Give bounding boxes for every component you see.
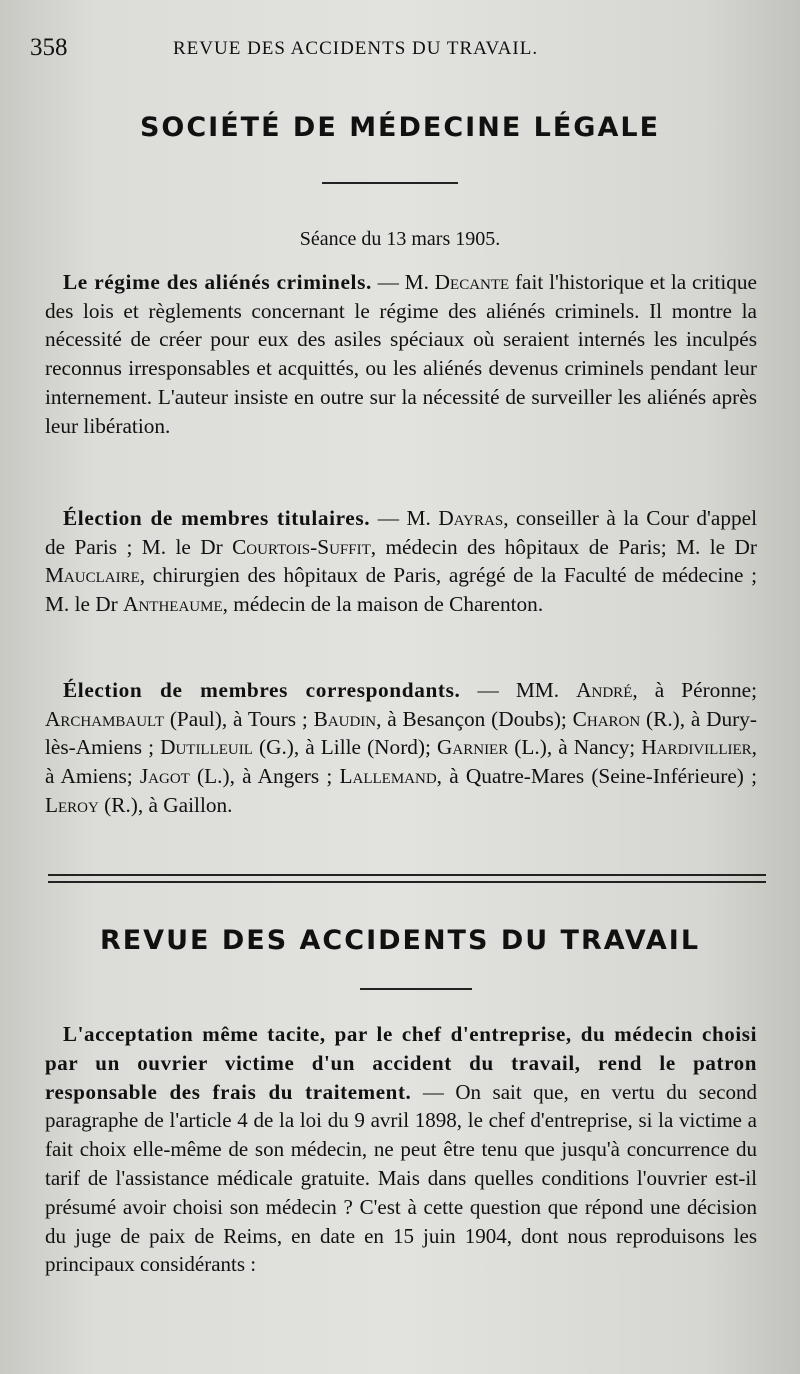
section-divider [48, 874, 766, 883]
person-name: Decante [434, 270, 510, 294]
person-name: Dayras [438, 506, 504, 530]
person-name: Hardivillier [641, 735, 752, 760]
article-alienes-criminels: Le régime des aliénés criminels. — M. Decante fait l'historique et la critique des lois et règlements concernant le régime des aliénés criminels. Il montre la nécessité de créer pour eux des asiles spéciaux où seraient internés les inculpés reconnus irresponsables et acquittés, ou les aliénés devenus criminels pendant leur internement. L'auteur insiste en outre sur la nécessité de surveiller les aliénés après leur libération. [45, 270, 758, 438]
person-name: Courtois-Suffit [232, 534, 371, 559]
person-name: Lallemand [339, 764, 437, 789]
article-heading: Élection de membres correspondants. [63, 678, 461, 702]
article-heading: L'acceptation même tacite, par le chef d'entreprise, du médecin choisi par un ouvrier victime d'un accident du travail, rend le patron responsable des frais du traitement. [45, 1022, 757, 1104]
section-title-societe: SOCIÉTÉ DE MÉDECINE LÉGALE [139, 112, 661, 143]
person-name: Antheaume [123, 592, 223, 617]
title-rule [322, 182, 458, 184]
person-name: Charon [572, 706, 641, 731]
section-title-accidents: REVUE DES ACCIDENTS DU TRAVAIL [99, 925, 701, 956]
article-heading: Le régime des aliénés criminels. [63, 270, 372, 294]
person-name: Mauclaire [45, 563, 140, 588]
person-name: Garnier [437, 735, 509, 760]
article-membres-correspondants: Élection de membres correspondants. — MM. André, à Péronne; Archambault (Paul), à Tours ; Baudin, à Besançon (Doubs); Charon (R.), à Dury-lès-Amiens ; Dutilleuil (G.), à Lille (Nord); Garnier (L.), à Nancy; Hardivillier, à Amiens; Jagot (L.), à Angers ; Lallemand, à Quatre-Mares (Seine-Inférieure) ; Leroy (R.), à Gaillon. [45, 678, 758, 817]
person-name: Archambault [45, 706, 165, 731]
article-acceptation-medecin: L'acceptation même tacite, par le chef d'entreprise, du médecin choisi par un ouvrier victime d'un accident du travail, rend le patron responsable des frais du traitement. — On sait que, en vertu du second paragraphe de l'article 4 de la loi du 9 avril 1898, le chef d'entreprise, si la victime a fait choix elle-même de son médecin, ne peut être tenu que jusqu'à concurrence du tarif de l'assistance médicale gratuite. Mais dans quelles conditions l'ouvrier est-il présumé avoir choisi son médecin ? C'est à cette question que répond une décision du juge de paix de Reims, en date en 15 juin 1904, dont nous reproduisons les principaux considérants : [45, 1022, 757, 1277]
person-name: Jagot [139, 764, 190, 789]
page-number: 358 [30, 34, 68, 61]
article-membres-titulaires: Élection de membres titulaires. — M. Dayras, conseiller à la Cour d'appel de Paris ; M. le Dr Courtois-Suffit, médecin des hôpitaux de Paris; M. le Dr Mauclaire, chirurgien des hôpitaux de Paris, agrégé de la Faculté de médecine ; M. le Dr Antheaume, médecin de la maison de Charenton. [45, 506, 757, 617]
person-name: Baudin [313, 706, 377, 731]
person-name: André [576, 678, 633, 702]
running-head: REVUE DES ACCIDENTS DU TRAVAIL. [173, 38, 539, 59]
session-date: Séance du 13 mars 1905. [299, 228, 501, 250]
title-rule [360, 988, 472, 990]
person-name: Dutilleuil [160, 735, 253, 760]
page-header [0, 34, 800, 64]
article-heading: Élection de membres titulaires. [63, 506, 371, 530]
person-name: Leroy [45, 792, 99, 817]
